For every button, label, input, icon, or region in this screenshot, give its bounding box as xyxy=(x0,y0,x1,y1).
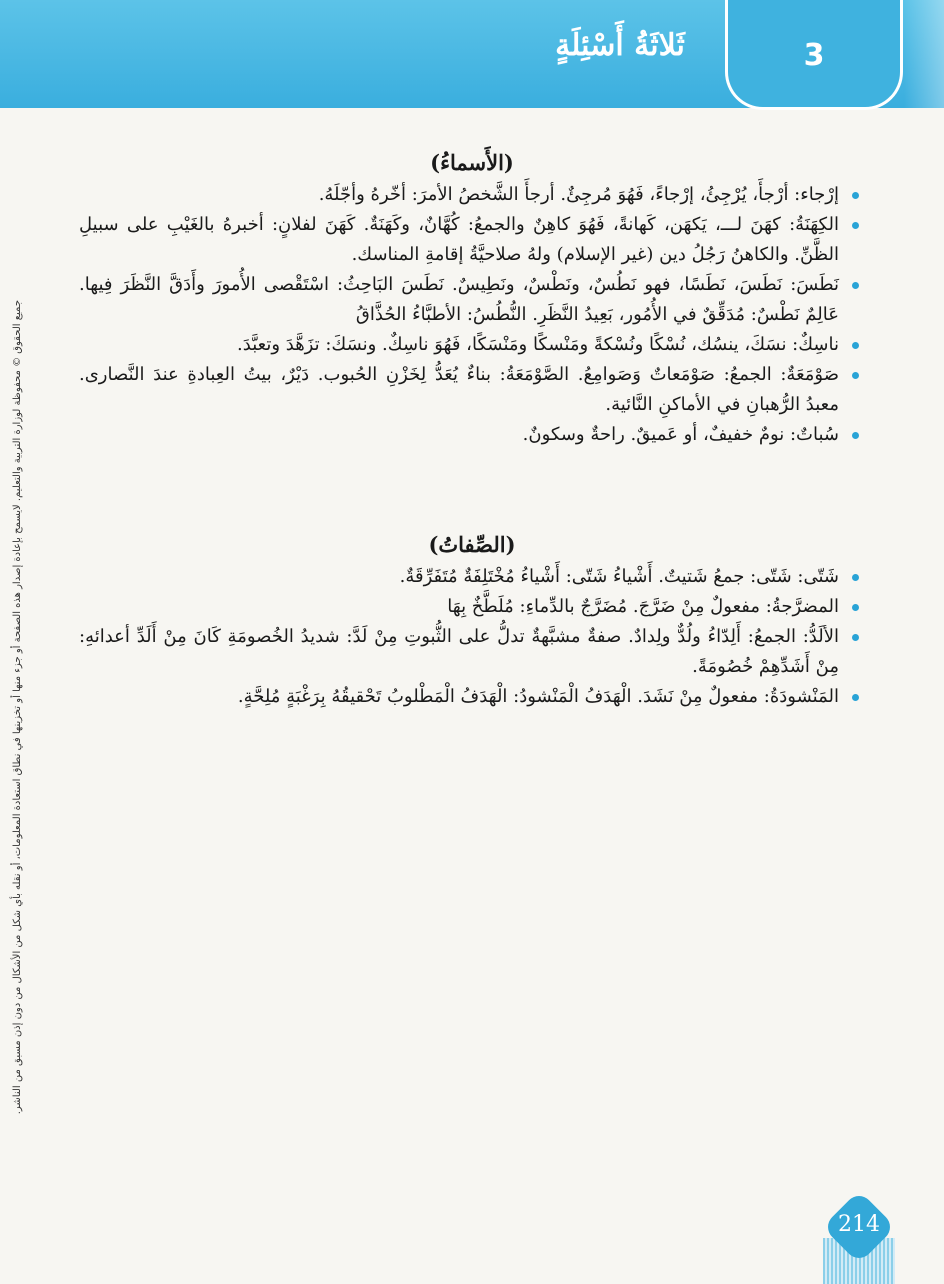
adjectives-section-title: (الصِّفاتُ) xyxy=(428,532,516,557)
bullet-icon xyxy=(852,634,859,641)
nouns-entry xyxy=(79,360,859,420)
entry-text: سُباتٌ: نومٌ خفيفٌ، أو عَميقٌ. راحةٌ وسكونٌ. xyxy=(522,424,839,445)
entry-text: إرْجاء: أرْجأَ، يُرْجِئُ، إرْجاءً، فَهُوَ مُرجِئٌ. أرجأَ الشَّخصُ الأمرَ: أخّرهُ وأجّلَهُ. xyxy=(318,184,839,205)
bullet-icon xyxy=(852,574,859,581)
nouns-entry xyxy=(79,420,859,450)
adjectives-list xyxy=(79,562,859,712)
lesson-number: 3 xyxy=(803,38,825,73)
entry-text: الكِهَنَةُ: كهَنَ لـــ، يَكهَن، كَهانةً، فَهُوَ كاهِنٌ والجمعُ: كُهَّانٌ، وكَهَنَةٌ. كَهَنَ لفلانٍ: أخبرهُ بالغَيْبِ على سبيلِ الظَّنِّ. والكاهنُ رَجُلُ دين (غير الإسلام) ولهُ صلاحيَّةُ إقامةِ المناسك. xyxy=(79,214,839,265)
entry-text: شَتّى: شَتّى: جمعُ شَتيتٌ. أَشْياءُ شَتّى: أَشْياءُ مُخْتَلِفَةٌ مُتَفَرِّقَةٌ. xyxy=(399,566,839,587)
bullet-icon xyxy=(852,694,859,701)
bullet-icon xyxy=(852,432,859,439)
nouns-section-title: (الأَسماءُ) xyxy=(430,150,514,175)
nouns-entry xyxy=(79,330,859,360)
copyright-note: جميع الحقوق © محفوظة لوزارة التربية والتعليم. لايسمح بإعادة إصدار هذه الصفحة أو جزء منها أو تخزينها في نطاق استعادة المعلومات، أو نقله بأي شكل من الأشكال من دون إذن مسبق من الناشر. xyxy=(12,300,23,1115)
page-number: 214 xyxy=(838,1212,880,1237)
nouns-entry xyxy=(79,180,859,210)
lesson-number-tab xyxy=(725,0,903,110)
entry-text: المَنْشودَةُ: مفعولٌ مِنْ نَشَدَ. الْهَدَفُ الْمَنْشودُ: الْهَدَفُ الْمَطْلوبُ تَحْقيقُهُ بِرَغْبَةٍ مُلِحَّةٍ. xyxy=(237,686,839,707)
nouns-entry xyxy=(79,270,859,330)
adjectives-entry xyxy=(79,562,859,592)
page-number-badge xyxy=(828,1196,890,1258)
lesson-title: ثَلاثَةُ أَسْئِلَةٍ xyxy=(555,28,685,63)
bullet-icon xyxy=(852,604,859,611)
bullet-icon xyxy=(852,342,859,349)
entry-text: نَطَسَ: نَطَسَ، نَطَسًا، فهو نَطُسٌ، ونَطْسٌ، ونَطِيسٌ. نَطَسَ البَاحِثُ: اسْتَقْصى الأُمورَ وأَدَقَّ النَّظَرَ فِيها. عَالِمٌ نَطْسٌ: مُدَقِّقٌ في الأُمُور، بَعِيدُ النَّظَرِ. النُّطُسُ: الأطبَّاءُ الحُذَّاقُ xyxy=(79,274,839,325)
bullet-icon xyxy=(852,372,859,379)
nouns-entry xyxy=(79,210,859,270)
adjectives-entry xyxy=(79,622,859,682)
adjectives-entry xyxy=(79,682,859,712)
bullet-icon xyxy=(852,282,859,289)
entry-text: المضرَّجةُ: مفعولٌ مِنْ ضَرَّجَ. مُضَرَّجٌ بالدِّماءِ: مُلَطَّخٌ بِهَا xyxy=(447,596,839,617)
entry-text: الألَدُّ: الجمعُ: أَلِدّاءُ ولُدٌّ ولِدادٌ. صفةٌ مشبَّهةٌ تدلُّ على الثُّبوتِ مِنْ لَدَّ: شديدُ الخُصومَةِ كَانَ مِنْ أَلَدِّ أعدائهِ: مِنْ أَشَدِّهِمْ خُصُومَةً. xyxy=(79,626,839,677)
bullet-icon xyxy=(852,192,859,199)
nouns-list xyxy=(79,180,859,450)
entry-text: صَوْمَعَةٌ: الجمعُ: صَوْمَعاتٌ وَصَوامِعُ. الصَّوْمَعَةُ: بناءٌ يُعَدُّ لِخَزْنِ الحُبوب. دَيْرٌ، بيتُ العِبادةِ عندَ النَّصارى. معبدُ الرُّهبانِ في الأماكنِ النَّائية. xyxy=(79,364,839,415)
adjectives-entry xyxy=(79,592,859,622)
entry-text: ناسِكٌ: نسَكَ، ينسُك، نُسْكًا ونُسْكةً ومَنْسكًا ومَنْسَكًا، فَهُوَ ناسِكٌ. ونسَكَ: تزَهَّدَ وتعبَّدَ. xyxy=(237,334,839,355)
bullet-icon xyxy=(852,222,859,229)
